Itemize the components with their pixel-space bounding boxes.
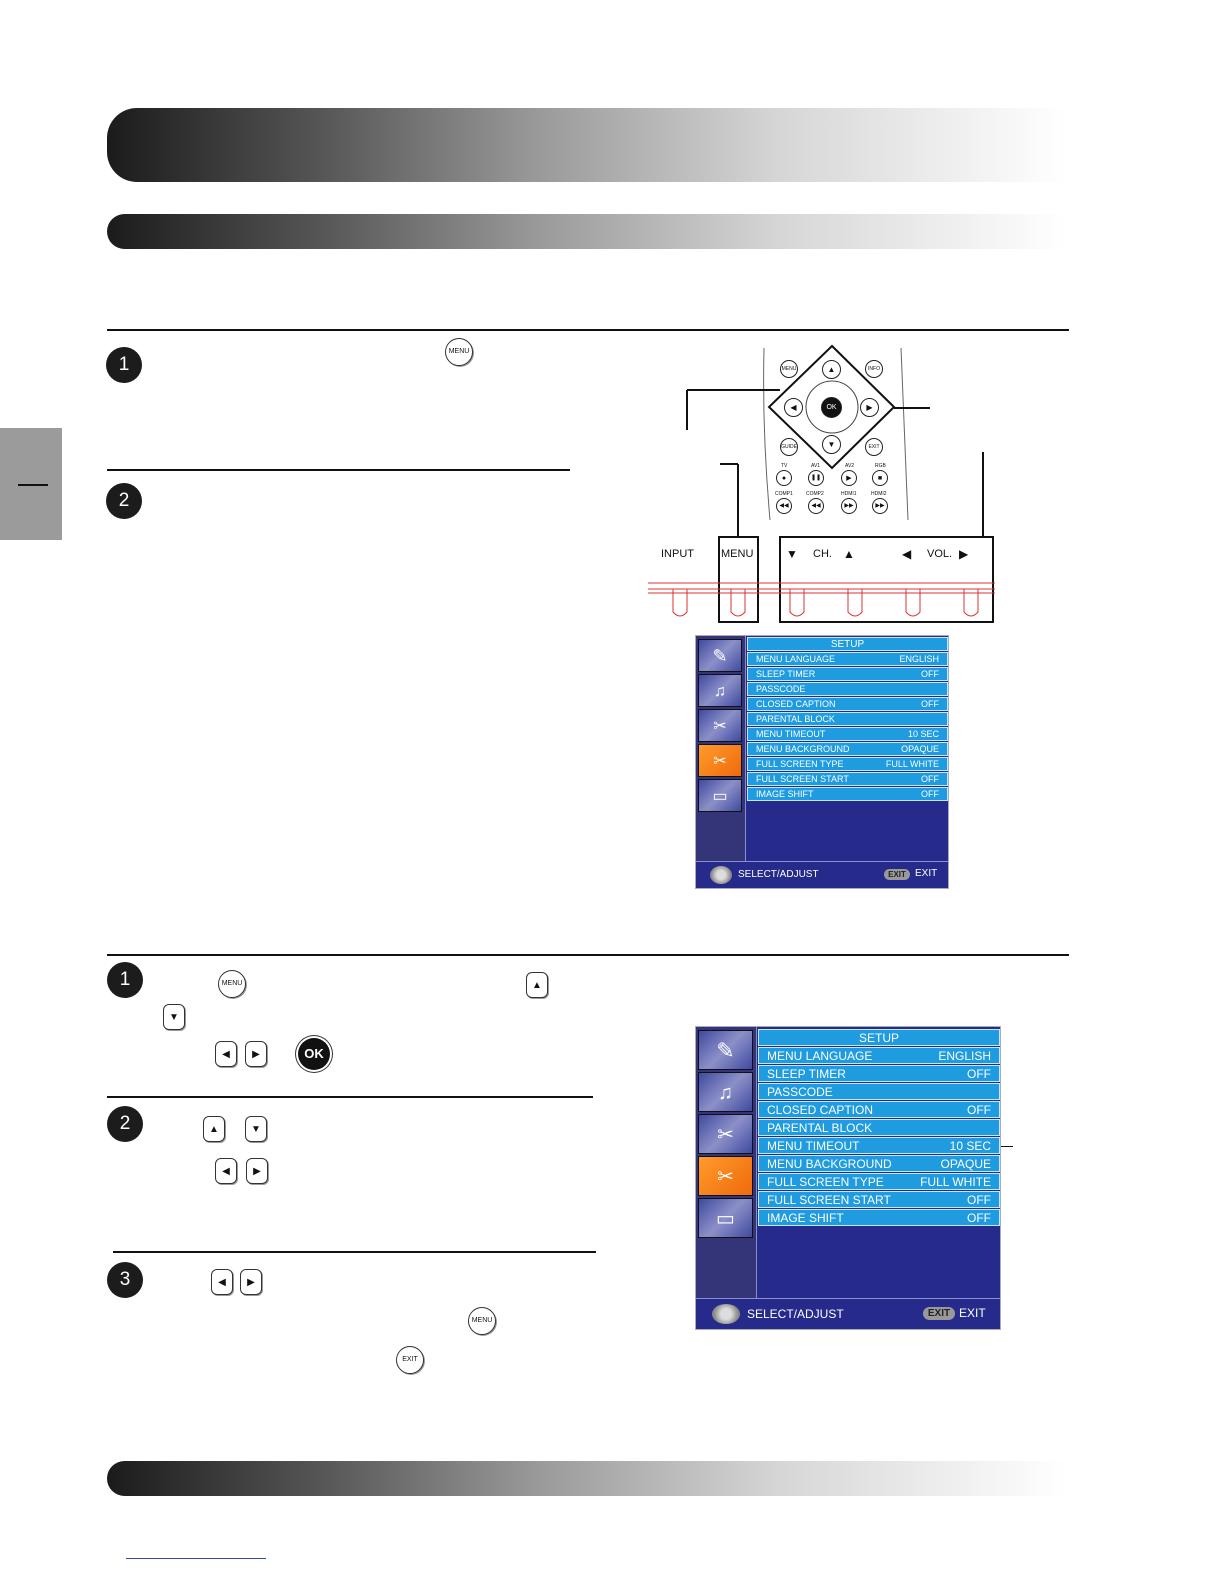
osd-row[interactable]: PASSCODE: [747, 682, 948, 696]
step-divider: [107, 469, 570, 471]
remote-info-key: INFO: [865, 360, 883, 378]
rewind-icon: ◀◀: [808, 498, 824, 514]
step-divider: [107, 1096, 593, 1098]
record-icon: ●: [776, 470, 792, 486]
remote-down-key: ▼: [822, 435, 841, 454]
up-key-icon: ▲: [203, 1116, 225, 1142]
osd-row[interactable]: CLOSED CAPTION OFF: [758, 1101, 1000, 1118]
panel-input-label: INPUT: [661, 548, 694, 560]
left-key-icon: ◀: [215, 1041, 237, 1067]
remote-menu-key: MENU: [780, 360, 798, 378]
remote-label-av2: AV2: [845, 463, 855, 469]
play-icon: ▶: [841, 470, 857, 486]
osd-footer: [696, 861, 948, 888]
joystick-icon: [712, 1304, 740, 1324]
picture-icon: ✎: [698, 639, 742, 672]
step-number-3: 3: [107, 1262, 143, 1298]
joystick-icon: [710, 866, 732, 884]
osd-row[interactable]: FULL SCREEN TYPE FULL WHITE: [747, 757, 948, 771]
step-divider: [113, 1251, 596, 1253]
select-adjust-label: SELECT/ADJUST: [747, 1307, 844, 1321]
osd-row[interactable]: MENU LANGUAGE ENGLISH: [747, 652, 948, 666]
remote-label-tv: TV: [781, 463, 788, 469]
tools-icon: ✂: [698, 1114, 753, 1154]
osd-row[interactable]: CLOSED CAPTION OFF: [747, 697, 948, 711]
footer-link-underline: [126, 1558, 266, 1559]
stop-icon: ■: [872, 470, 888, 486]
osd-row[interactable]: MENU BACKGROUND OPAQUE: [758, 1155, 1000, 1172]
remote-right-key: ▶: [860, 398, 879, 417]
osd-row[interactable]: SLEEP TIMER OFF: [747, 667, 948, 681]
right-key-icon: ▶: [245, 1041, 267, 1067]
down-key-icon: ▼: [163, 1004, 185, 1030]
section-divider-top: [107, 329, 1069, 331]
up-key-icon: ▲: [526, 972, 548, 998]
ch-up-icon: ▲: [843, 547, 855, 561]
remote-label-hdmi2: HDMI2: [871, 491, 887, 497]
footer-banner: [107, 1461, 1067, 1496]
exit-key-icon: EXIT: [923, 1307, 955, 1320]
panel-ch-label: CH.: [813, 548, 832, 560]
menu-key-icon: MENU: [468, 1307, 496, 1335]
tools-icon: ✂: [698, 709, 742, 742]
pause-icon: ❚❚: [808, 470, 824, 486]
remote-left-key: ◀: [784, 398, 803, 417]
osd-row[interactable]: MENU BACKGROUND OPAQUE: [747, 742, 948, 756]
remote-label-comp2: COMP2: [806, 491, 824, 497]
audio-icon: ♫: [698, 1072, 753, 1112]
skip-forward-icon: ▶▶: [872, 498, 888, 514]
tv-icon: ▭: [698, 1198, 753, 1238]
ch-down-icon: ▼: [786, 547, 798, 561]
exit-key-icon: EXIT: [396, 1346, 424, 1374]
picture-icon: ✎: [698, 1030, 753, 1070]
remote-label-hdmi1: HDMI1: [841, 491, 857, 497]
menu-icon-column: [696, 636, 746, 862]
remote-exit-key: EXIT: [865, 438, 883, 456]
left-key-icon: ◀: [215, 1158, 237, 1184]
left-key-icon: ◀: [211, 1269, 233, 1295]
osd-title: SETUP: [758, 1029, 1000, 1046]
select-adjust-label: SELECT/ADJUST: [738, 869, 819, 880]
osd-row[interactable]: MENU LANGUAGE ENGLISH: [758, 1047, 1000, 1064]
setup-icon: ✂: [698, 1156, 753, 1196]
exit-label: EXIT: [959, 1306, 986, 1320]
osd-row[interactable]: PASSCODE: [758, 1083, 1000, 1100]
osd-row[interactable]: IMAGE SHIFT OFF: [747, 787, 948, 801]
setup-menu-small: [695, 635, 949, 889]
remote-guide-key: GUIDE: [780, 438, 798, 456]
audio-icon: ♫: [698, 674, 742, 707]
exit-key-icon: EXIT: [884, 869, 910, 880]
step-number-1: 1: [107, 962, 143, 998]
remote-label-av1: AV1: [811, 463, 821, 469]
vol-up-icon: ▶: [959, 547, 969, 561]
setup-menu-large: [695, 1026, 1001, 1330]
osd-row[interactable]: PARENTAL BLOCK: [758, 1119, 1000, 1136]
side-chapter-tab: [0, 428, 62, 540]
osd-footer: [696, 1298, 1000, 1329]
tv-icon: ▭: [698, 779, 742, 812]
remote-label-comp1: COMP1: [775, 491, 793, 497]
menu-key-icon: MENU: [218, 970, 246, 998]
vol-down-icon: ◀: [902, 547, 912, 561]
chapter-title-banner: [107, 108, 1067, 182]
right-key-icon: ▶: [240, 1269, 262, 1295]
remote-up-key: ▲: [822, 360, 841, 379]
remote-label-rgb: RGB: [875, 463, 886, 469]
step-number-1: 1: [106, 347, 142, 383]
callout-line: [1001, 1146, 1013, 1147]
osd-row[interactable]: MENU TIMEOUT 10 SEC: [758, 1137, 1000, 1154]
menu-icon-column: [696, 1027, 757, 1301]
osd-title: SETUP: [747, 637, 948, 651]
osd-row[interactable]: FULL SCREEN TYPE FULL WHITE: [758, 1173, 1000, 1190]
osd-row[interactable]: MENU TIMEOUT 10 SEC: [747, 727, 948, 741]
osd-row[interactable]: FULL SCREEN START OFF: [758, 1191, 1000, 1208]
remote-ok-key: OK: [821, 397, 842, 418]
fast-forward-icon: ▶▶: [841, 498, 857, 514]
ok-key-icon: OK: [298, 1038, 330, 1070]
osd-row[interactable]: FULL SCREEN START OFF: [747, 772, 948, 786]
section-title-banner: [107, 214, 1067, 249]
setup-icon: ✂: [698, 744, 742, 777]
step-number-2: 2: [107, 1106, 143, 1142]
osd-row[interactable]: IMAGE SHIFT OFF: [758, 1209, 1000, 1226]
step-number-2: 2: [106, 483, 142, 519]
panel-vol-label: VOL.: [927, 548, 953, 560]
menu-key-icon: MENU: [445, 338, 473, 366]
osd-row[interactable]: SLEEP TIMER OFF: [758, 1065, 1000, 1082]
right-key-icon: ▶: [246, 1158, 268, 1184]
skip-back-icon: ◀◀: [776, 498, 792, 514]
osd-row[interactable]: PARENTAL BLOCK: [747, 712, 948, 726]
section-divider-middle: [107, 954, 1069, 956]
panel-menu-label: MENU: [721, 548, 754, 560]
down-key-icon: ▼: [245, 1116, 267, 1142]
exit-label: EXIT: [915, 868, 938, 879]
